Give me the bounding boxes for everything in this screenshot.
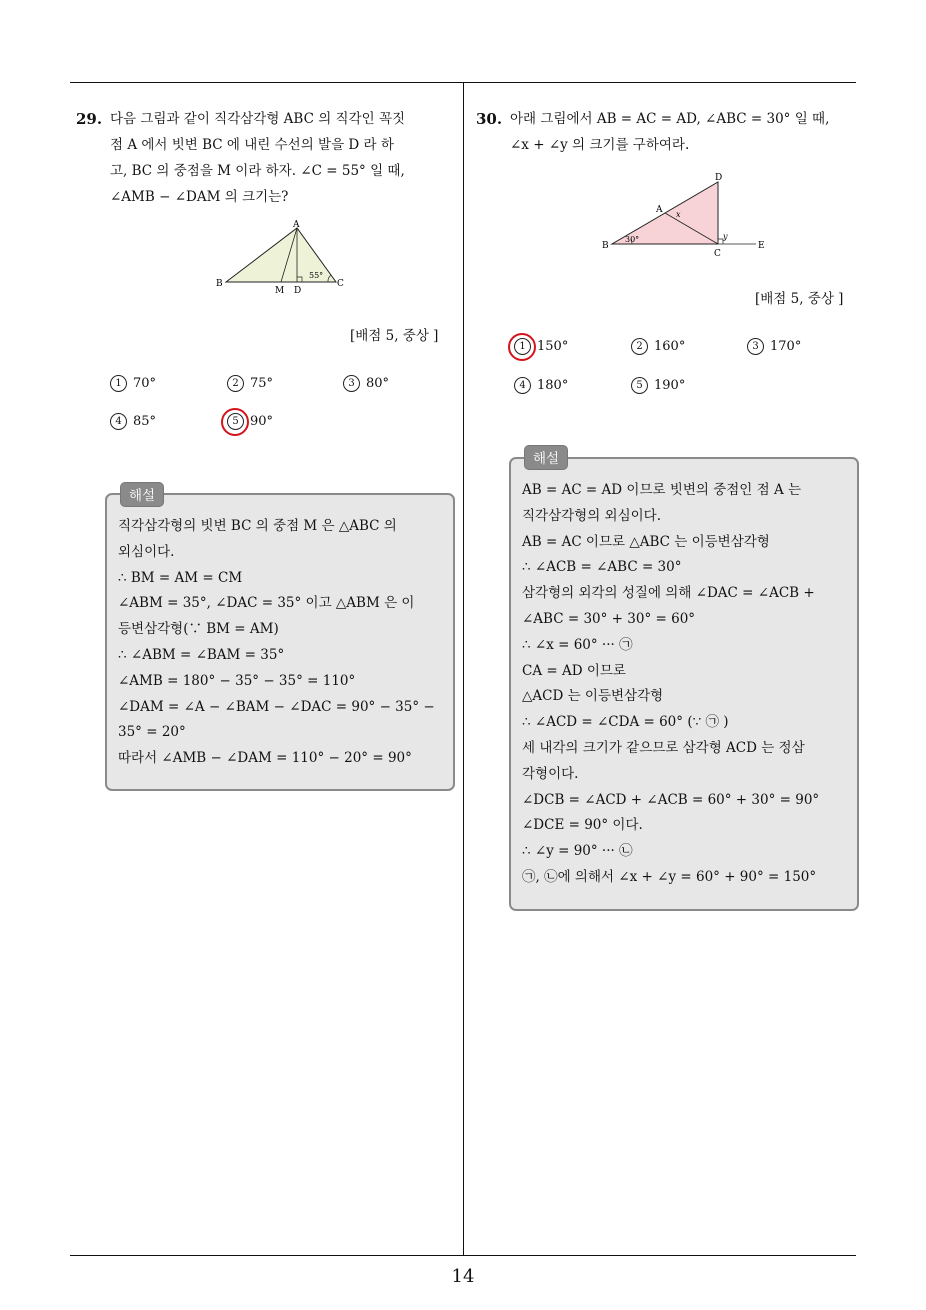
choice-30-5[interactable]: 5 190° [631,377,685,394]
solution-line: ∴ ∠ABM = ∠BAM = 35° [118,646,285,663]
label-y: y [723,232,728,241]
question-30 [476,106,860,158]
label-c: C [714,249,721,259]
question-line: 고, BC 의 중점을 M 이라 하자. ∠C = 55° 일 때, [110,163,405,179]
solution-text-30 [522,478,819,891]
label-angle-30: 30° [625,235,640,244]
bottom-rule [70,1255,856,1256]
choice-29-4[interactable]: 4 85° [110,413,156,430]
solution-line: ∴ BM = AM = CM [118,569,243,586]
choice-29-1[interactable]: 1 70° [110,375,156,392]
question-text [510,106,860,158]
label-e: E [758,241,765,251]
question-line: ∠x + ∠y 의 크기를 구하여라. [510,137,690,153]
label-angle-55: 55° [309,271,324,280]
label-x: x [676,210,681,219]
solution-line: ∴ ∠ACB = ∠ABC = 30° [522,559,682,576]
label-d: D [715,173,723,183]
solution-line: 세 내각의 크기가 같으므로 삼각형 ACD 는 정삼 [522,739,805,756]
score-29: [배점 5, 중상 ] [350,328,439,344]
question-line: 다음 그림과 같이 직각삼각형 ABC 의 직각인 꼭짓 [110,111,406,127]
label-a: A [293,220,300,230]
solution-line: ∴ ∠y = 90° ··· ㉡ [522,843,633,860]
label-b: B [216,279,223,289]
question-line: 아래 그림에서 AB = AC = AD, ∠ABC = 30° 일 때, [510,111,830,127]
solution-line: 외심이다. [118,543,175,560]
label-b: B [602,241,609,251]
solution-line: AB = AC = AD 이므로 빗변의 중점인 점 A 는 [522,482,802,498]
solution-line: 35° = 20° [118,724,186,741]
label-m: M [275,286,285,296]
choice-30-1[interactable]: 1 150° [514,338,568,355]
question-text [110,106,454,210]
solution-line: 각형이다. [522,765,579,782]
solution-line: ∴ ∠x = 60° ··· ㉠ [522,636,633,653]
solution-line: ∴ ∠ACD = ∠CDA = 60° (∵ ㉠ ) [522,714,729,731]
page-number: 14 [451,1266,475,1287]
choice-30-4[interactable]: 4 180° [514,377,568,394]
solution-line: ∠DCB = ∠ACD + ∠ACB = 60° + 30° = 90° [522,791,820,808]
solution-line: CA = AD 이므로 [522,662,626,679]
triangle-figure-29 [210,216,350,296]
solution-line: ∠ABC = 30° + 30° = 60° [522,610,696,627]
choice-29-3[interactable]: 3 80° [343,375,389,392]
choice-29-2[interactable]: 2 75° [227,375,273,392]
choice-30-2[interactable]: 2 160° [631,338,685,355]
solution-label-30: 해설 [524,445,568,470]
solution-line: 직각삼각형의 외심이다. [522,507,661,524]
question-line: 점 A 에서 빗변 BC 에 내린 수선의 발을 D 라 하 [110,137,394,153]
answer-mark-30 [508,333,536,361]
choice-30-3[interactable]: 3 170° [747,338,801,355]
solution-line: 등변삼각형(∵ BM = AM) [118,621,279,638]
label-a: A [656,205,663,215]
question-line: ∠AMB − ∠DAM 의 크기는? [110,189,289,205]
solution-line: ∠ABM = 35°, ∠DAC = 35° 이고 △ABM 은 이 [118,595,415,612]
choice-29-5[interactable]: 5 90° [227,413,273,430]
solution-label-29: 해설 [120,482,164,507]
question-number: 30. [476,110,503,128]
triangle-figure-30 [598,170,770,262]
solution-line: ㉠, ㉡에 의해서 ∠x + ∠y = 60° + 90° = 150° [522,868,817,885]
solution-line: ∠DAM = ∠A − ∠BAM − ∠DAC = 90° − 35° − [118,698,435,715]
answer-mark-29 [221,408,249,436]
label-c: C [337,279,344,289]
label-d: D [294,286,302,296]
question-number: 29. [76,110,103,128]
solution-line: 삼각형의 외각의 성질에 의해 ∠DAC = ∠ACB + [522,585,815,602]
solution-text-29 [118,514,435,772]
solution-line: ∠DCE = 90° 이다. [522,817,643,834]
column-divider [463,82,464,1256]
solution-line: 직각삼각형의 빗변 BC 의 중점 M 은 △ABC 의 [118,518,397,534]
question-29 [76,106,454,210]
score-30: [배점 5, 중상 ] [755,291,844,307]
solution-line: ∠AMB = 180° − 35° − 35° = 110° [118,672,356,689]
solution-line: AB = AC 이므로 △ABC 는 이등변삼각형 [522,533,770,550]
solution-line: 따라서 ∠AMB − ∠DAM = 110° − 20° = 90° [118,750,412,767]
solution-line: △ACD 는 이등변삼각형 [522,688,664,705]
